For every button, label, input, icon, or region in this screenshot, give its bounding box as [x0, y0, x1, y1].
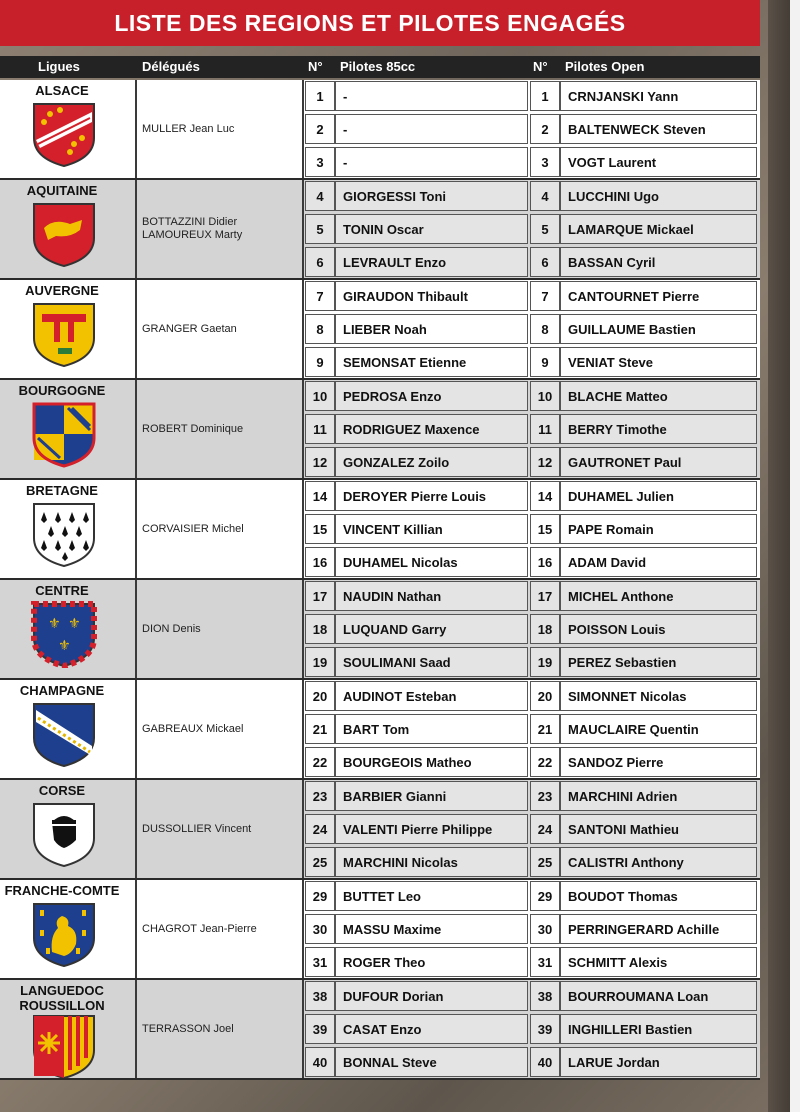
pilot-open-name: CRNJANSKI Yann	[560, 81, 757, 111]
region-delegate: CORVAISIER Michel	[142, 523, 244, 535]
region-block	[0, 780, 760, 880]
pilot-85-name: CASAT Enzo	[335, 1014, 528, 1044]
region-block	[0, 380, 760, 480]
centre-shield-icon	[30, 600, 98, 668]
region-block	[0, 480, 760, 580]
column-divider	[135, 880, 137, 978]
pilot-open-name: SCHMITT Alexis	[560, 947, 757, 977]
pilot-85-name: VINCENT Killian	[335, 514, 528, 544]
bretagne-shield-icon	[30, 500, 98, 568]
region-name: BOURGOGNE	[18, 383, 106, 398]
pilot-open-name: DUHAMEL Julien	[560, 481, 757, 511]
pilot-open-name: GAUTRONET Paul	[560, 447, 757, 477]
svg-text:⚜: ⚜	[68, 616, 81, 632]
pilot-85-name: -	[335, 81, 528, 111]
pilot-85-number: 39	[305, 1014, 335, 1044]
region-name: LANGUEDOC ROUSSILLON	[19, 983, 105, 1013]
pilot-85-number: 11	[305, 414, 335, 444]
pilot-85-name: BONNAL Steve	[335, 1047, 528, 1077]
pilot-85-name: GIORGESSI Toni	[335, 181, 528, 211]
header-pilotes-85: Pilotes 85cc	[340, 59, 416, 74]
region-league	[0, 780, 135, 878]
region-name: CHAMPAGNE	[19, 683, 105, 698]
column-divider	[302, 480, 304, 578]
pilot-open-name: PAPE Romain	[560, 514, 757, 544]
pilot-open-number: 39	[530, 1014, 560, 1044]
header-num-85: N°	[308, 59, 323, 74]
pilot-85-number: 5	[305, 214, 335, 244]
pilot-open-name: MAUCLAIRE Quentin	[560, 714, 757, 744]
region-block	[0, 980, 760, 1080]
header-delegues: Délégués	[142, 59, 200, 74]
pilot-open-number: 1	[530, 81, 560, 111]
pilot-85-number: 40	[305, 1047, 335, 1077]
pilot-85-name: TONIN Oscar	[335, 214, 528, 244]
pilot-open-name: POISSON Louis	[560, 614, 757, 644]
aquitaine-shield-icon	[30, 200, 98, 268]
corse-shield-icon	[30, 800, 98, 868]
pilot-open-name: INGHILLERI Bastien	[560, 1014, 757, 1044]
background-strip	[768, 0, 800, 1112]
pilot-85-name: DUFOUR Dorian	[335, 981, 528, 1011]
pilot-85-name: GIRAUDON Thibault	[335, 281, 528, 311]
pilot-open-number: 10	[530, 381, 560, 411]
column-divider	[135, 380, 137, 478]
pilot-85-number: 18	[305, 614, 335, 644]
pilot-85-name: AUDINOT Esteban	[335, 681, 528, 711]
region-delegate: CHAGROT Jean-Pierre	[142, 923, 257, 935]
header-pilotes-open: Pilotes Open	[565, 59, 645, 74]
pilot-85-name: -	[335, 114, 528, 144]
pilot-open-name: MICHEL Anthone	[560, 581, 757, 611]
languedoc-shield-icon	[30, 1012, 98, 1080]
pilot-85-name: MARCHINI Nicolas	[335, 847, 528, 877]
svg-text:⚜: ⚜	[58, 638, 71, 654]
pilot-open-name: LAMARQUE Mickael	[560, 214, 757, 244]
page-edge	[790, 0, 800, 1112]
pilot-open-number: 2	[530, 114, 560, 144]
pilot-open-number: 16	[530, 547, 560, 577]
column-divider	[302, 780, 304, 878]
pilot-85-number: 6	[305, 247, 335, 277]
pilot-open-number: 23	[530, 781, 560, 811]
header-num-open: N°	[533, 59, 548, 74]
pilot-85-number: 16	[305, 547, 335, 577]
region-name: FRANCHE-COMTE	[4, 883, 120, 898]
region-delegate: MULLER Jean Luc	[142, 123, 235, 135]
pilot-open-name: ADAM David	[560, 547, 757, 577]
region-delegate: DUSSOLLIER Vincent	[142, 823, 252, 835]
column-divider	[135, 480, 137, 578]
pilot-open-number: 18	[530, 614, 560, 644]
pilot-open-number: 24	[530, 814, 560, 844]
pilot-open-number: 9	[530, 347, 560, 377]
column-divider	[302, 180, 304, 278]
column-divider	[302, 680, 304, 778]
pilot-85-number: 31	[305, 947, 335, 977]
pilot-85-number: 8	[305, 314, 335, 344]
svg-text:⚜: ⚜	[48, 616, 61, 632]
pilot-85-name: BUTTET Leo	[335, 881, 528, 911]
pilot-85-name: LIEBER Noah	[335, 314, 528, 344]
pilot-open-number: 8	[530, 314, 560, 344]
column-divider	[302, 380, 304, 478]
pilot-85-number: 10	[305, 381, 335, 411]
region-league	[0, 380, 135, 478]
region-block	[0, 880, 760, 980]
column-divider	[135, 780, 137, 878]
pilot-open-name: SANTONI Mathieu	[560, 814, 757, 844]
pilot-open-number: 30	[530, 914, 560, 944]
column-divider	[135, 280, 137, 378]
page-title: LISTE DES REGIONS ET PILOTES ENGAGÉS	[114, 9, 626, 36]
pilot-85-number: 15	[305, 514, 335, 544]
pilot-open-name: CALISTRI Anthony	[560, 847, 757, 877]
pilot-open-number: 4	[530, 181, 560, 211]
header-ligues: Ligues	[38, 59, 80, 74]
region-name: CENTRE	[35, 583, 89, 598]
pilot-open-number: 3	[530, 147, 560, 177]
column-divider	[302, 580, 304, 678]
bourgogne-shield-icon	[30, 400, 98, 468]
column-divider	[135, 180, 137, 278]
region-delegate: GRANGER Gaetan	[142, 323, 237, 335]
region-delegate: TERRASSON Joel	[142, 1023, 234, 1035]
column-divider	[135, 580, 137, 678]
pilot-85-name: MASSU Maxime	[335, 914, 528, 944]
pilot-open-number: 22	[530, 747, 560, 777]
region-league	[0, 880, 135, 978]
region-block	[0, 580, 760, 680]
pilot-85-number: 24	[305, 814, 335, 844]
pilot-open-name: SIMONNET Nicolas	[560, 681, 757, 711]
pilot-85-name: -	[335, 147, 528, 177]
pilot-open-number: 17	[530, 581, 560, 611]
pilot-open-number: 6	[530, 247, 560, 277]
region-league	[0, 480, 135, 578]
pilot-open-name: PEREZ Sebastien	[560, 647, 757, 677]
pilot-open-name: BOURROUMANA Loan	[560, 981, 757, 1011]
pilot-85-number: 3	[305, 147, 335, 177]
pilot-open-number: 38	[530, 981, 560, 1011]
column-divider	[135, 680, 137, 778]
pilot-85-name: LEVRAULT Enzo	[335, 247, 528, 277]
pilot-open-name: PERRINGERARD Achille	[560, 914, 757, 944]
pilot-85-name: GONZALEZ Zoilo	[335, 447, 528, 477]
region-block	[0, 180, 760, 280]
region-league	[0, 80, 135, 178]
pilot-open-number: 31	[530, 947, 560, 977]
region-name: ALSACE	[35, 83, 89, 98]
pilot-open-number: 15	[530, 514, 560, 544]
pilot-85-name: ROGER Theo	[335, 947, 528, 977]
region-block	[0, 680, 760, 780]
pilot-85-number: 2	[305, 114, 335, 144]
column-divider	[302, 980, 304, 1078]
pilot-85-name: VALENTI Pierre Philippe	[335, 814, 528, 844]
franche-comte-shield-icon	[30, 900, 98, 968]
pilot-85-number: 17	[305, 581, 335, 611]
pilot-open-name: VOGT Laurent	[560, 147, 757, 177]
pilot-85-name: SOULIMANI Saad	[335, 647, 528, 677]
region-name: AQUITAINE	[26, 183, 98, 198]
pilot-open-name: BASSAN Cyril	[560, 247, 757, 277]
alsace-shield-icon	[30, 100, 98, 168]
region-name: BRETAGNE	[26, 483, 98, 498]
pilot-85-number: 38	[305, 981, 335, 1011]
region-separator	[0, 1078, 760, 1080]
pilot-open-name: LARUE Jordan	[560, 1047, 757, 1077]
region-league	[0, 280, 135, 378]
region-delegate: ROBERT Dominique	[142, 423, 244, 435]
pilot-85-number: 23	[305, 781, 335, 811]
column-divider	[135, 980, 137, 1078]
region-league	[0, 980, 135, 1078]
pilot-open-number: 7	[530, 281, 560, 311]
pilot-85-name: BOURGEOIS Matheo	[335, 747, 528, 777]
pilot-85-number: 9	[305, 347, 335, 377]
pilot-85-number: 30	[305, 914, 335, 944]
pilot-open-number: 11	[530, 414, 560, 444]
pilot-85-name: DEROYER Pierre Louis	[335, 481, 528, 511]
pilot-open-name: CANTOURNET Pierre	[560, 281, 757, 311]
pilot-open-number: 29	[530, 881, 560, 911]
champagne-shield-icon	[30, 700, 98, 768]
page-title-banner	[0, 0, 760, 46]
pilot-85-number: 4	[305, 181, 335, 211]
auvergne-shield-icon	[30, 300, 98, 368]
pilot-85-name: DUHAMEL Nicolas	[335, 547, 528, 577]
pilot-85-number: 14	[305, 481, 335, 511]
pilot-85-name: NAUDIN Nathan	[335, 581, 528, 611]
column-divider	[302, 280, 304, 378]
pilot-open-number: 21	[530, 714, 560, 744]
region-delegate: GABREAUX Mickael	[142, 723, 244, 735]
pilot-85-number: 21	[305, 714, 335, 744]
region-name: CORSE	[38, 783, 86, 798]
region-delegate: BOTTAZZINI Didier LAMOUREUX Marty	[142, 216, 243, 241]
column-divider	[135, 80, 137, 178]
pilot-85-name: RODRIGUEZ Maxence	[335, 414, 528, 444]
pilot-85-number: 12	[305, 447, 335, 477]
pilot-open-name: MARCHINI Adrien	[560, 781, 757, 811]
pilot-open-name: BOUDOT Thomas	[560, 881, 757, 911]
pilot-open-number: 20	[530, 681, 560, 711]
region-delegate: DION Denis	[142, 623, 201, 635]
column-divider	[302, 880, 304, 978]
region-name: AUVERGNE	[25, 283, 99, 298]
pilot-open-name: LUCCHINI Ugo	[560, 181, 757, 211]
pilot-open-number: 12	[530, 447, 560, 477]
pilot-open-name: VENIAT Steve	[560, 347, 757, 377]
pilot-85-number: 20	[305, 681, 335, 711]
pilot-open-number: 5	[530, 214, 560, 244]
pilot-85-number: 19	[305, 647, 335, 677]
pilot-open-number: 40	[530, 1047, 560, 1077]
pilot-85-number: 25	[305, 847, 335, 877]
pilot-open-name: SANDOZ Pierre	[560, 747, 757, 777]
region-league	[0, 680, 135, 778]
pilot-85-number: 7	[305, 281, 335, 311]
pilot-open-name: BERRY Timothe	[560, 414, 757, 444]
pilot-85-number: 29	[305, 881, 335, 911]
pilot-85-number: 22	[305, 747, 335, 777]
column-divider	[302, 80, 304, 178]
pilot-85-number: 1	[305, 81, 335, 111]
pilot-85-name: LUQUAND Garry	[335, 614, 528, 644]
regions-table	[0, 56, 760, 1092]
pilot-open-name: GUILLAUME Bastien	[560, 314, 757, 344]
pilot-open-name: BLACHE Matteo	[560, 381, 757, 411]
region-league	[0, 180, 135, 278]
pilot-open-number: 14	[530, 481, 560, 511]
region-block	[0, 80, 760, 180]
table-header	[0, 56, 760, 78]
region-league	[0, 580, 135, 678]
pilot-open-number: 25	[530, 847, 560, 877]
pilot-open-name: BALTENWECK Steven	[560, 114, 757, 144]
pilot-85-name: BART Tom	[335, 714, 528, 744]
pilot-85-name: SEMONSAT Etienne	[335, 347, 528, 377]
pilot-open-number: 19	[530, 647, 560, 677]
pilot-85-name: PEDROSA Enzo	[335, 381, 528, 411]
region-block	[0, 280, 760, 380]
pilot-85-name: BARBIER Gianni	[335, 781, 528, 811]
